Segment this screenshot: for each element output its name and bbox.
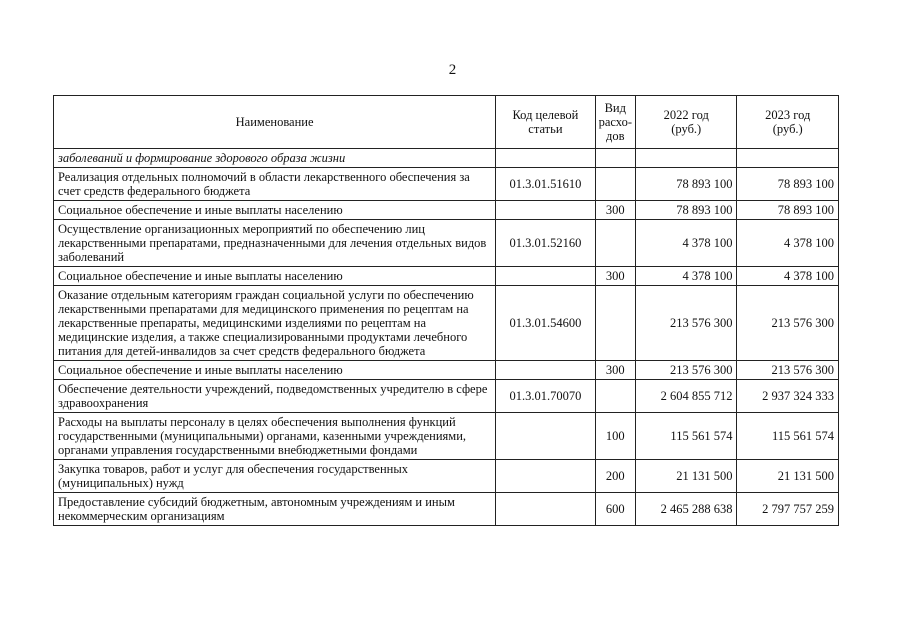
row-code — [496, 149, 595, 168]
row-2023: 4 378 100 — [737, 220, 839, 267]
row-name: Обеспечение деятельности учреждений, подведомственных учредителю в сфере здравоохранения — [54, 380, 496, 413]
row-expense-type: 600 — [595, 493, 635, 526]
row-2023: 78 893 100 — [737, 168, 839, 201]
row-code — [496, 267, 595, 286]
table-row — [54, 380, 839, 413]
row-2023: 2 937 324 333 — [737, 380, 839, 413]
row-2023 — [737, 149, 839, 168]
row-name: Социальное обеспечение и иные выплаты населению — [54, 201, 496, 220]
table-row — [54, 201, 839, 220]
row-name: заболеваний и формирование здорового образа жизни — [54, 149, 496, 168]
row-2022: 213 576 300 — [635, 286, 736, 361]
row-expense-type: 100 — [595, 413, 635, 460]
row-code: 01.3.01.54600 — [496, 286, 595, 361]
row-expense-type: 300 — [595, 267, 635, 286]
table-row — [54, 220, 839, 267]
row-2022: 4 378 100 — [635, 220, 736, 267]
table-header-row — [54, 96, 839, 149]
table-row — [54, 168, 839, 201]
row-2022 — [635, 149, 736, 168]
header-expense-type: Вид расхо- дов — [595, 96, 635, 149]
header-name: Наименование — [54, 96, 496, 149]
row-code — [496, 361, 595, 380]
table-row — [54, 149, 839, 168]
row-2022: 115 561 574 — [635, 413, 736, 460]
row-code — [496, 201, 595, 220]
table-row — [54, 286, 839, 361]
table-row — [54, 493, 839, 526]
row-expense-type: 200 — [595, 460, 635, 493]
row-name: Социальное обеспечение и иные выплаты населению — [54, 267, 496, 286]
row-2023: 213 576 300 — [737, 286, 839, 361]
row-code: 01.3.01.51610 — [496, 168, 595, 201]
row-2023: 78 893 100 — [737, 201, 839, 220]
header-year-2022: 2022 год (руб.) — [635, 96, 736, 149]
table-row — [54, 361, 839, 380]
budget-table — [53, 95, 839, 526]
row-code — [496, 460, 595, 493]
row-expense-type: 300 — [595, 201, 635, 220]
row-expense-type: 300 — [595, 361, 635, 380]
row-2022: 21 131 500 — [635, 460, 736, 493]
row-code: 01.3.01.70070 — [496, 380, 595, 413]
row-code — [496, 413, 595, 460]
header-code: Код целевой статьи — [496, 96, 595, 149]
row-name: Осуществление организационных мероприятий по обеспечению лиц лекарственными препаратами, предназначенными для лечения отдельных видов заболеваний — [54, 220, 496, 267]
row-2022: 4 378 100 — [635, 267, 736, 286]
row-expense-type — [595, 380, 635, 413]
row-name: Социальное обеспечение и иные выплаты населению — [54, 361, 496, 380]
table-row — [54, 267, 839, 286]
row-2023: 213 576 300 — [737, 361, 839, 380]
row-expense-type — [595, 286, 635, 361]
row-2022: 78 893 100 — [635, 201, 736, 220]
row-name: Закупка товаров, работ и услуг для обеспечения государственных (муниципальных) нужд — [54, 460, 496, 493]
row-2022: 78 893 100 — [635, 168, 736, 201]
row-expense-type — [595, 220, 635, 267]
row-2022: 2 465 288 638 — [635, 493, 736, 526]
row-2022: 2 604 855 712 — [635, 380, 736, 413]
row-2022: 213 576 300 — [635, 361, 736, 380]
row-name: Реализация отдельных полномочий в области лекарственного обеспечения за счет средств федерального бюджета — [54, 168, 496, 201]
row-2023: 4 378 100 — [737, 267, 839, 286]
header-year-2023: 2023 год (руб.) — [737, 96, 839, 149]
row-2023: 21 131 500 — [737, 460, 839, 493]
row-name: Оказание отдельным категориям граждан социальной услуги по обеспечению лекарственными препаратами для медицинского применения по рецептам на лекарственные препараты, медицинскими изделиями по рецептам на медицинские изделия, а также специализированными продуктами лечебного питания для детей-инвалидов за счет средств федерального бюджета — [54, 286, 496, 361]
table-row — [54, 460, 839, 493]
row-expense-type — [595, 149, 635, 168]
row-expense-type — [595, 168, 635, 201]
row-name: Расходы на выплаты персоналу в целях обеспечения выполнения функций государственными (муниципальными) органами, казенными учреждениями, органами управления государственными внебюджетными фондами — [54, 413, 496, 460]
row-2023: 115 561 574 — [737, 413, 839, 460]
page-number: 2 — [448, 62, 457, 78]
row-code: 01.3.01.52160 — [496, 220, 595, 267]
row-2023: 2 797 757 259 — [737, 493, 839, 526]
row-code — [496, 493, 595, 526]
row-name: Предоставление субсидий бюджетным, автономным учреждениям и иным некоммерческим организациям — [54, 493, 496, 526]
table-row — [54, 413, 839, 460]
